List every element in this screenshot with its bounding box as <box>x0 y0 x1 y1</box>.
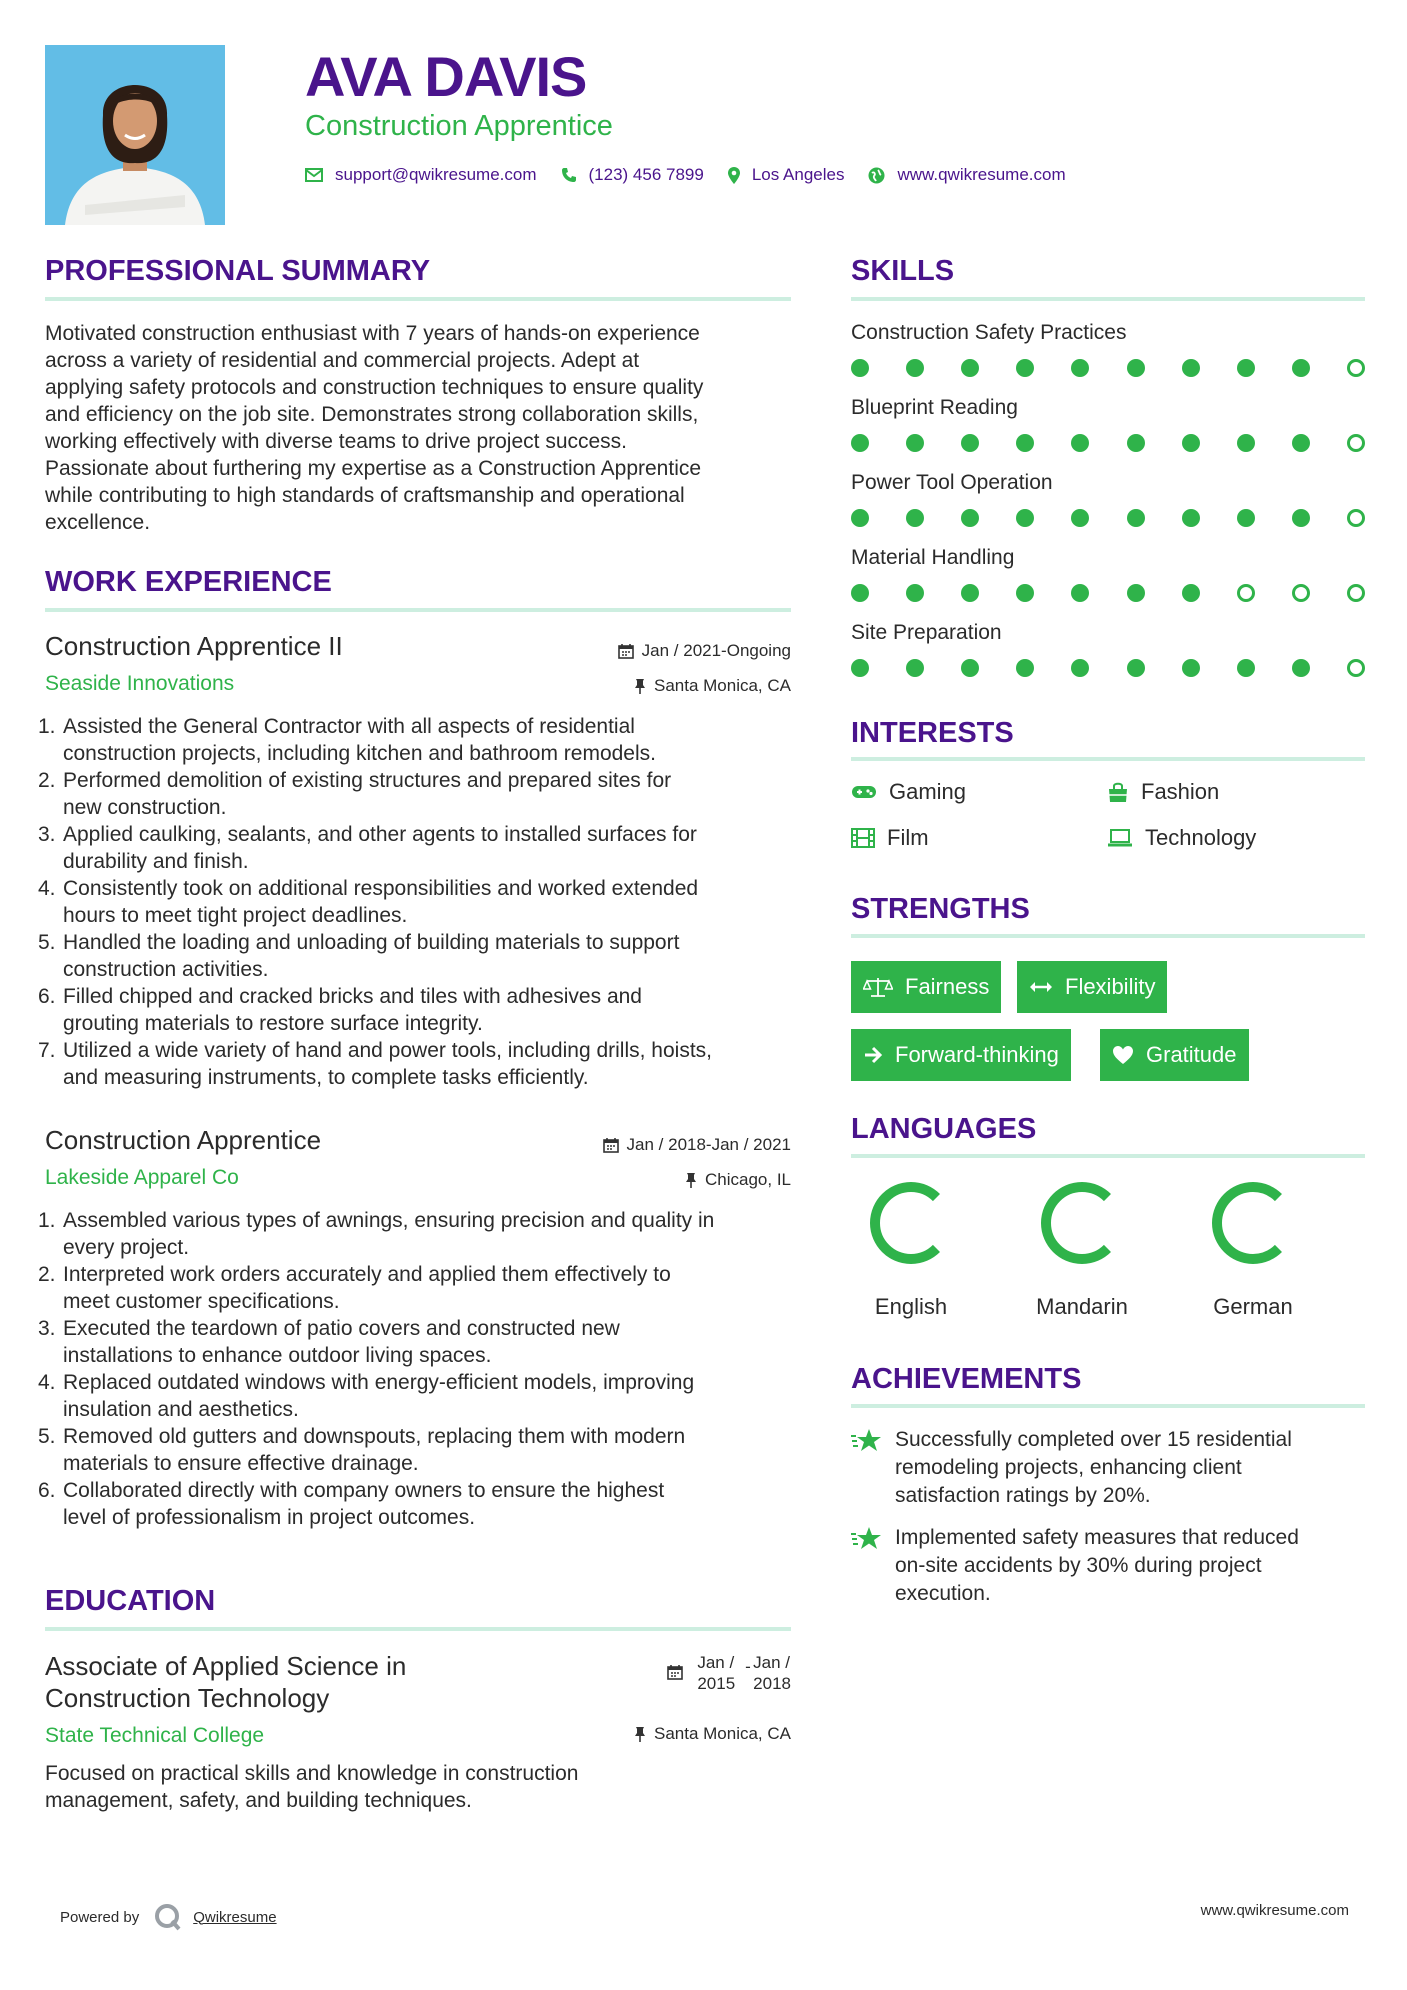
skill-dot-filled <box>961 584 979 602</box>
skill-dot-filled <box>1016 359 1034 377</box>
profile-photo <box>45 45 225 225</box>
end-year: 2018 <box>753 1674 791 1693</box>
candidate-name: AVA DAVIS <box>305 45 587 108</box>
language-gauge <box>1022 1178 1142 1268</box>
summary-divider <box>45 297 791 301</box>
skill-dot-filled <box>1237 659 1255 677</box>
skill-dot-filled <box>1016 509 1034 527</box>
list-item: 7. Utilized a wide variety of hand and power tools, including drills, hoists, and measuring instruments, to complete tasks efficiently. <box>38 1039 713 1089</box>
skill-dot-filled <box>851 359 869 377</box>
gamepad-icon <box>851 784 877 800</box>
language-level-arc <box>1217 1187 1278 1259</box>
skill-dot-filled <box>961 659 979 677</box>
skill-rating <box>851 509 1365 527</box>
contact-email[interactable] <box>305 165 537 185</box>
skill-dot-filled <box>1071 659 1089 677</box>
start-year: 2015 <box>697 1674 736 1693</box>
skill-dot-empty <box>1347 659 1365 677</box>
skill-dot-filled <box>851 434 869 452</box>
skill-dot-filled <box>1016 659 1034 677</box>
skill-dot-filled <box>1292 359 1310 377</box>
skill-dot-filled <box>851 659 869 677</box>
skill-dot-empty <box>1347 584 1365 602</box>
balance-scale-icon <box>863 976 893 998</box>
phone-text: (123) 456 7899 <box>588 165 704 184</box>
skill-dot-filled <box>1071 434 1089 452</box>
list-item: 5. Handled the loading and unloading of building materials to support construction activities. <box>38 931 680 981</box>
skill-name: Construction Safety Practices <box>851 321 1127 344</box>
skill-dot-filled <box>961 359 979 377</box>
job-company: Seaside Innovations <box>45 672 235 695</box>
list-item: 4. Consistently took on additional responsibilities and worked extended hours to meet tight project deadlines. <box>38 877 699 927</box>
interest-item: Gaming <box>851 778 966 806</box>
skill-dot-filled <box>1292 434 1310 452</box>
list-item: 6. Collaborated directly with company owners to ensure the highest level of professionalism in project outcomes. <box>38 1479 665 1529</box>
brand-link[interactable]: Qwikresume <box>193 1908 277 1926</box>
strength-chip: Forward-thinking <box>851 1029 1071 1081</box>
skill-dot-filled <box>1182 509 1200 527</box>
skill-dot-filled <box>1071 359 1089 377</box>
qwikresume-logo-icon <box>153 1902 183 1932</box>
list-item: 3. Applied caulking, sealants, and other agents to installed surfaces for durability and finish. <box>38 823 697 873</box>
job-location-text: Santa Monica, CA <box>653 676 791 695</box>
pushpin-icon <box>634 1726 646 1743</box>
education-location <box>634 1723 791 1745</box>
skill-dot-filled <box>1182 359 1200 377</box>
skill-dot-filled <box>1016 434 1034 452</box>
list-item: 1. Assisted the General Contractor with all aspects of residential construction projects, including kitchen and bathroom remodels. <box>38 715 656 765</box>
job-duties <box>38 713 798 1091</box>
contact-location <box>728 165 845 185</box>
footer-powered-by <box>60 1902 277 1932</box>
calendar-icon <box>603 1137 619 1153</box>
skill-dot-filled <box>906 659 924 677</box>
summary-text <box>45 320 805 536</box>
school-name: State Technical College <box>45 1724 265 1747</box>
language-level-arc <box>875 1187 936 1259</box>
skill-rating <box>851 659 1365 677</box>
skill-rating <box>851 584 1365 602</box>
language-name: German <box>1213 1294 1293 1319</box>
education-location-text: Santa Monica, CA <box>653 1724 791 1743</box>
skill-name: Material Handling <box>851 546 1015 569</box>
language-level-ring <box>1208 1178 1298 1268</box>
job-location <box>634 675 791 697</box>
job-title: Construction Apprentice II <box>45 631 343 661</box>
interests-heading: INTERESTS <box>851 717 1014 749</box>
job-duties <box>38 1207 798 1531</box>
skill-dot-filled <box>1237 434 1255 452</box>
job-company: Lakeside Apparel Co <box>45 1166 239 1189</box>
skill-dot-filled <box>1292 659 1310 677</box>
summary-heading: PROFESSIONAL SUMMARY <box>45 255 431 287</box>
language-name: Mandarin <box>1036 1294 1128 1319</box>
skill-dot-filled <box>906 359 924 377</box>
laptop-icon <box>1107 829 1133 847</box>
skill-dot-empty <box>1347 509 1365 527</box>
education-description: Focused on practical skills and knowledge in construction management, safety, and building techniques. <box>45 1762 579 1812</box>
skills-heading: SKILLS <box>851 255 955 287</box>
interest-item: Film <box>851 824 929 852</box>
language-name: English <box>874 1294 948 1319</box>
skill-dot-filled <box>961 434 979 452</box>
skill-dot-filled <box>1292 509 1310 527</box>
skill-name: Blueprint Reading <box>851 396 1018 419</box>
skill-rating <box>851 434 1365 452</box>
summary-line: excellence. <box>45 511 151 534</box>
list-item: 5. Removed old gutters and downspouts, replacing them with modern materials to ensure effective drainage. <box>38 1425 686 1475</box>
job-location-text: Chicago, IL <box>705 1170 791 1189</box>
location-text: Los Angeles <box>751 165 845 184</box>
strengths-divider <box>851 934 1365 938</box>
skill-name: Site Preparation <box>851 621 1002 644</box>
achievement-item: Implemented safety measures that reduced on-site accidents by 30% during project execution. <box>851 1524 1371 1608</box>
summary-line: working effectively with diverse teams to drive project success. <box>45 430 628 453</box>
skills-divider <box>851 297 1365 301</box>
strengths-heading: STRENGTHS <box>851 893 1030 925</box>
skill-dot-filled <box>906 509 924 527</box>
film-icon <box>851 828 875 848</box>
language-level-arc <box>1046 1187 1107 1259</box>
shopping-bag-icon <box>1107 781 1129 803</box>
job-dates <box>603 1134 791 1156</box>
achievement-item: Successfully completed over 15 residential remodeling projects, enhancing client satisfaction ratings by 20%. <box>851 1426 1371 1510</box>
skill-dot-filled <box>851 584 869 602</box>
star-badge-icon <box>851 1526 883 1552</box>
skill-dot-filled <box>1016 584 1034 602</box>
contact-phone[interactable] <box>561 165 704 185</box>
skill-dot-filled <box>961 509 979 527</box>
languages-divider <box>851 1154 1365 1158</box>
star-badge-icon <box>851 1428 883 1454</box>
skill-dot-empty <box>1347 359 1365 377</box>
list-item: 2. Performed demolition of existing structures and prepared sites for new construction. <box>38 769 672 819</box>
language-level-ring <box>1037 1178 1127 1268</box>
interests-divider <box>851 757 1365 761</box>
summary-line: Passionate about furthering my expertise as a Construction Apprentice <box>45 457 702 480</box>
skill-dot-filled <box>906 584 924 602</box>
interest-item: Fashion <box>1107 778 1219 806</box>
pushpin-icon <box>685 1172 697 1189</box>
skill-dot-filled <box>1237 509 1255 527</box>
skill-dot-filled <box>1071 509 1089 527</box>
list-item: 2. Interpreted work orders accurately and applied them effectively to meet customer specifications. <box>38 1263 671 1313</box>
website-text: www.qwikresume.com <box>897 165 1066 184</box>
calendar-icon <box>618 643 634 659</box>
job-dates <box>618 640 791 662</box>
degree-title: Associate of Applied Science in Construction Technology <box>45 1651 407 1713</box>
strength-chip: Fairness <box>851 961 1001 1013</box>
skill-dot-empty <box>1347 434 1365 452</box>
candidate-title: Construction Apprentice <box>305 110 613 142</box>
list-item: 1. Assembled various types of awnings, ensuring precision and quality in every project. <box>38 1209 715 1259</box>
interest-item: Technology <box>1107 824 1256 852</box>
globe-icon <box>868 167 885 184</box>
start-month: Jan / <box>697 1653 735 1672</box>
contact-website[interactable] <box>868 165 1065 185</box>
skill-dot-empty <box>1292 584 1310 602</box>
job-location <box>685 1169 791 1191</box>
skill-dot-filled <box>1127 659 1145 677</box>
footer-website[interactable]: www.qwikresume.com <box>1200 1902 1349 1919</box>
languages-heading: LANGUAGES <box>851 1113 1037 1145</box>
calendar-icon <box>667 1664 683 1680</box>
list-item: 3. Executed the teardown of patio covers and constructed new installations to enhance outdoor living spaces. <box>38 1317 620 1367</box>
heart-icon <box>1112 1045 1134 1065</box>
contact-bar <box>305 162 1090 188</box>
list-item: 4. Replaced outdated windows with energy-efficient models, improving insulation and aesthetics. <box>38 1371 695 1421</box>
education-divider <box>45 1627 791 1631</box>
email-text: support@qwikresume.com <box>335 165 537 184</box>
strength-chip: Gratitude <box>1100 1029 1249 1081</box>
summary-line: Motivated construction enthusiast with 7 years of hands-on experience <box>45 322 700 345</box>
education-dates: Jan / 2015 - Jan / 2018 <box>667 1652 791 1694</box>
end-month: Jan / <box>753 1653 791 1672</box>
skill-rating <box>851 359 1365 377</box>
summary-line: across a variety of residential and commercial projects. Adept at <box>45 349 640 372</box>
skill-dot-filled <box>1182 434 1200 452</box>
skill-dot-filled <box>1182 659 1200 677</box>
envelope-icon <box>305 168 323 182</box>
language-gauge <box>1193 1178 1313 1268</box>
map-marker-icon <box>728 167 740 184</box>
skill-dot-filled <box>1127 434 1145 452</box>
arrow-right-icon <box>863 1046 883 1064</box>
arrows-horizontal-icon <box>1029 981 1053 993</box>
summary-line: and efficiency on the job site. Demonstrates strong collaboration skills, <box>45 403 699 426</box>
job-dates-text: Jan / 2018-Jan / 2021 <box>626 1135 791 1154</box>
experience-divider <box>45 608 791 612</box>
list-item: 6. Filled chipped and cracked bricks and tiles with adhesives and grouting materials to restore surface integrity. <box>38 985 642 1035</box>
language-gauge <box>851 1178 971 1268</box>
skill-dot-filled <box>906 434 924 452</box>
skill-dot-filled <box>1237 359 1255 377</box>
skill-dot-filled <box>1127 359 1145 377</box>
education-heading: EDUCATION <box>45 1585 216 1617</box>
skill-dot-filled <box>851 509 869 527</box>
achievements-heading: ACHIEVEMENTS <box>851 1363 1082 1395</box>
summary-line: while contributing to high standards of craftsmanship and operational <box>45 484 685 507</box>
phone-icon <box>561 167 577 183</box>
skill-dot-filled <box>1127 584 1145 602</box>
skill-dot-filled <box>1182 584 1200 602</box>
strength-chip: Flexibility <box>1017 961 1167 1013</box>
job-dates-text: Jan / 2021-Ongoing <box>641 641 791 660</box>
skill-dot-filled <box>1127 509 1145 527</box>
skill-dot-empty <box>1237 584 1255 602</box>
pushpin-icon <box>634 678 646 695</box>
experience-heading: WORK EXPERIENCE <box>45 566 332 598</box>
job-title: Construction Apprentice <box>45 1125 322 1155</box>
powered-by-text: Powered by <box>60 1908 140 1926</box>
skill-name: Power Tool Operation <box>851 471 1053 494</box>
summary-line: applying safety protocols and construction techniques to ensure quality <box>45 376 704 399</box>
language-level-ring <box>866 1178 956 1268</box>
achievements-divider <box>851 1404 1365 1408</box>
skill-dot-filled <box>1071 584 1089 602</box>
